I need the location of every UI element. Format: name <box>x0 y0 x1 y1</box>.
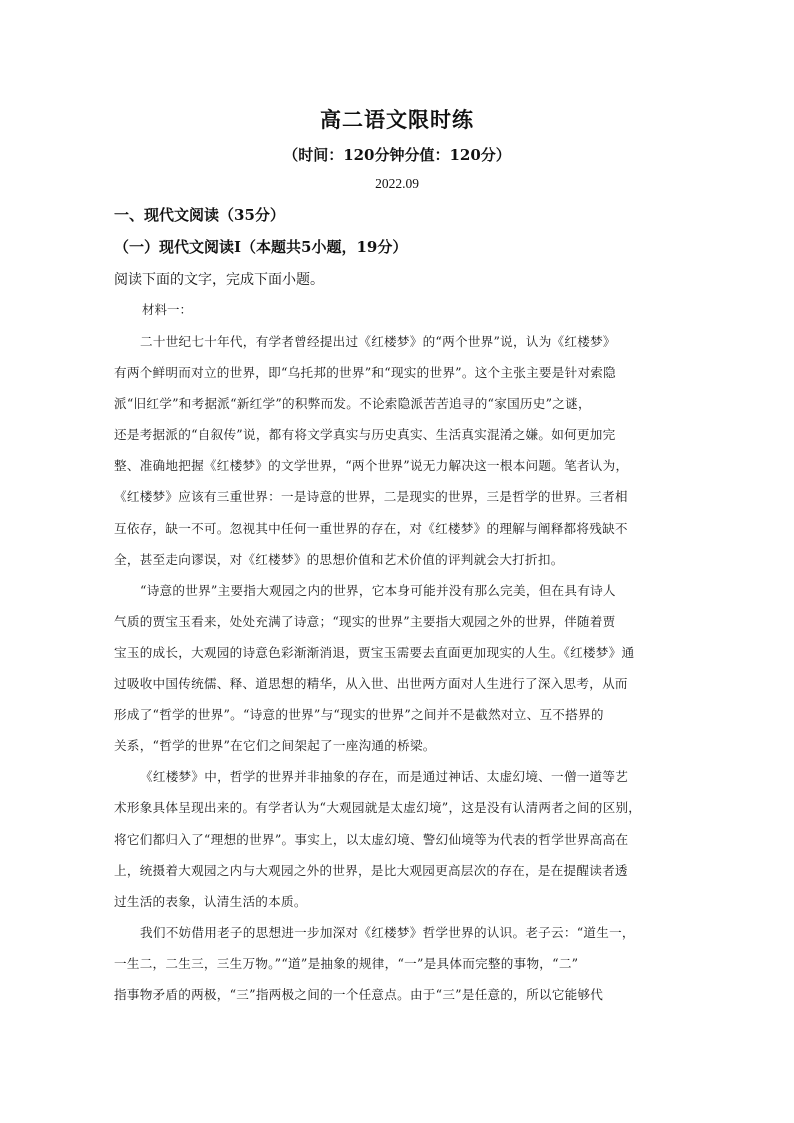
passage-line: 将它们都归入了“理想的世界”。事实上，以太虚幻境、警幻仙境等为代表的哲学世界高高在 <box>114 831 629 847</box>
passage-line: 形成了“哲学的世界”。“诗意的世界”与“现实的世界”之间并不是截然对立、互不搭界的 <box>114 707 604 723</box>
passage-line: 上，统摄着大观园之内与大观园之外的世界，是比大观园更高层次的存在，是在提醒读者透 <box>114 862 628 878</box>
material-label: 材料一： <box>142 302 193 317</box>
passage-line: 过生活的表象，认清生活的本质。 <box>114 893 307 909</box>
passage-line: 派“旧红学”和考据派“新红学”的积弊而发。不论索隐派苦苦追寻的“家国历史”之谜， <box>114 396 591 412</box>
passage-line: 我们不妨借用老子的思想进一步加深对《红楼梦》哲学世界的认识。老子云：“道生一， <box>140 924 635 940</box>
exam-time-score: （时间：120分钟分值：120分） <box>283 146 511 164</box>
passage-line: 一生二，二生三，三生万物。”“道”是抽象的规律，“一”是具体而完整的事物，“二” <box>114 955 579 971</box>
passage-line: 过吸收中国传统儒、释、道思想的精华，从入世、出世两方面对人生进行了深入思考，从而 <box>114 676 628 692</box>
section-heading: 一、现代文阅读（35分） <box>114 206 285 224</box>
passage-line: 《红楼梦》应该有三重世界：一是诗意的世界，二是现实的世界，三是哲学的世界。三者相 <box>114 489 628 505</box>
passage-line: 二十世纪七十年代，有学者曾经提出过《红楼梦》的“两个世界”说，认为《红楼梦》 <box>140 334 616 349</box>
exam-date: 2022.09 <box>375 176 419 191</box>
passage-body <box>114 326 683 1010</box>
passage-line: 指事物矛盾的两极，“三”指两极之间的一个任意点。由于“三”是任意的，所以它能够代 <box>114 986 604 1002</box>
passage-line: 还是考据派的“自叙传”说，都有将文学真实与历史真实、生活真实混淆之嫌。如何更加完 <box>114 427 616 443</box>
passage-line: 气质的贾宝玉看来，处处充满了诗意；“现实的世界”主要指大观园之外的世界，伴随着贾 <box>114 613 616 629</box>
passage-line: 关系，“哲学的世界”在它们之间架起了一座沟通的桥梁。 <box>114 738 436 754</box>
subsection-heading: （一）现代文阅读Ⅰ（本题共5小题，19分） <box>114 238 408 256</box>
page-title: 高二语文限时练 <box>320 107 474 132</box>
passage-line: 整、准确地把握《红楼梦》的文学世界，“两个世界”说无力解决这一根本问题。笔者认为， <box>114 458 629 474</box>
passage-line: 有两个鲜明而对立的世界，即“乌托邦的世界”和“现实的世界”。这个主张主要是针对索隐 <box>114 365 616 381</box>
passage-line: 全，甚至走向谬误，对《红楼梦》的思想价值和艺术价值的评判就会大打折扣。 <box>114 551 564 567</box>
passage-line: 《红楼梦》中，哲学的世界并非抽象的存在，而是通过神话、太虚幻境、一僧一道等艺 <box>140 769 629 785</box>
passage-line: 互依存，缺一不可。忽视其中任何一重世界的存在，对《红楼梦》的理解与阐释都将残缺不 <box>114 520 628 536</box>
passage-line: 宝玉的成长，大观园的诗意色彩渐渐消退，贾宝玉需要去直面更加现实的人生。《红楼梦》通 <box>114 644 635 660</box>
reading-instruction: 阅读下面的文字，完成下面小题。 <box>114 272 324 288</box>
passage-line: “诗意的世界”主要指大观园之内的世界，它本身可能并没有那么完美，但在具有诗人 <box>140 582 616 598</box>
passage-line: 术形象具体呈现出来的。有学者认为“大观园就是太虚幻境”，这是没有认清两者之间的区别， <box>114 800 642 816</box>
